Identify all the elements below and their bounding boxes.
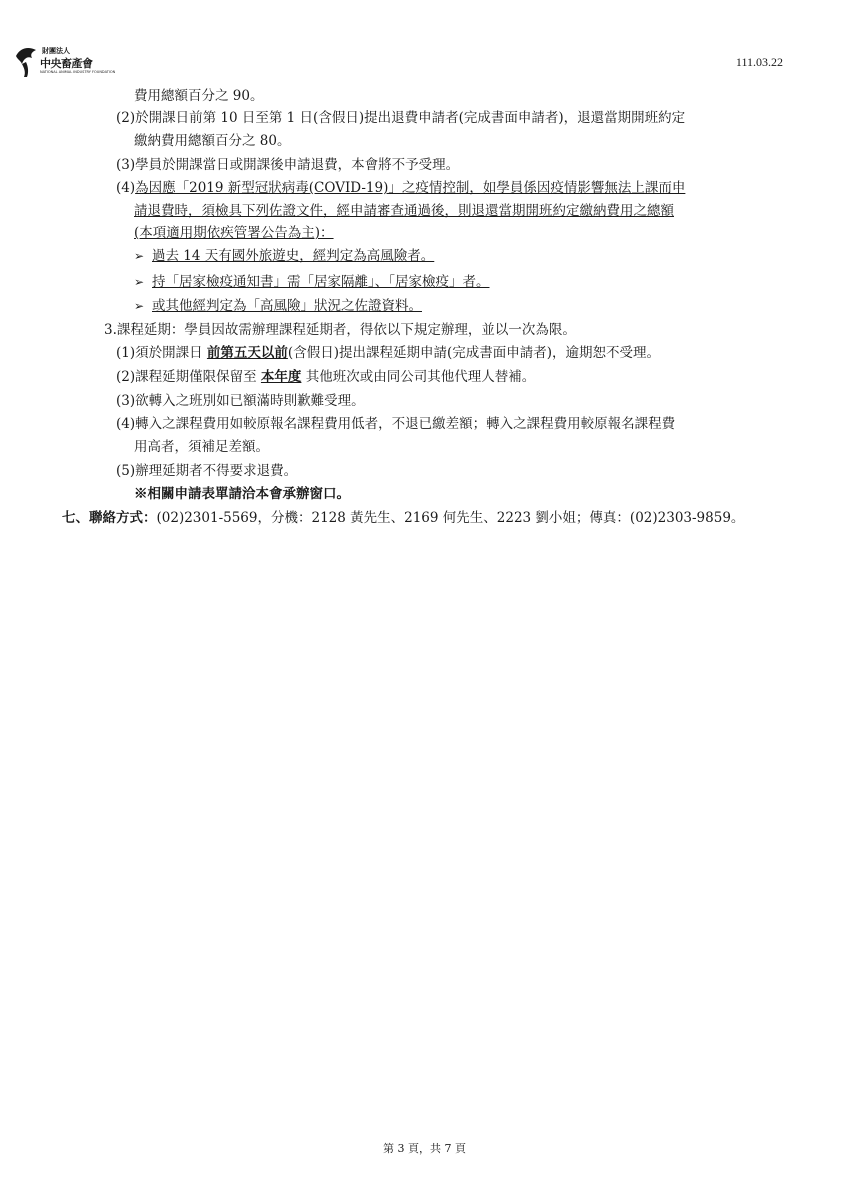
emphasis-text: 前第五天以前 [206,345,288,361]
text-line: (5)辦理延期者不得要求退費。 [116,463,298,479]
text-line: 用高者，須補足差額。 [134,439,269,455]
arrow-bullet-icon: ➢ [134,249,145,263]
clause-number: (4) [116,180,136,196]
logo-english-text: NATIONAL ANIMAL INDUSTRY FOUNDATION [40,70,116,74]
note-line: ※相關申請表單請洽本會承辦窗口。 [134,486,350,502]
text-segment: (1)須於開課日 [116,345,207,361]
text-line: 繳納費用總額百分之 80。 [134,133,291,149]
text-line: (3)學員於開課當日或開課後申請退費，本會將不予受理。 [116,157,460,173]
contact-details: (02)2301-5569，分機：2128 黃先生、2169 何先生、2223 劉小姐；傳真：(02)2303-9859。 [156,510,745,526]
bullet-item [134,272,490,292]
text-line [116,343,660,363]
section-heading: 3.課程延期：學員因故需辦理課程延期者，得依以下規定辦理，並以一次為限。 [104,322,576,338]
covid-clause [116,178,685,198]
logo-name-text: 中央畜產會 [40,57,93,70]
bullet-text: 或其他經判定為「高風險」狀況之佐證資料。 [152,298,422,314]
bullet-item [134,296,422,316]
bullet-text: 過去 14 天有國外旅遊史，經判定為高風險者。 [152,248,435,264]
bullet-item [134,246,434,266]
bullet-text: 持「居家檢疫通知書」需「居家隔離」、「居家檢疫」者。 [152,274,490,290]
page-number: 第 3 頁，共 7 頁 [383,1142,466,1155]
page-footer [0,1140,849,1156]
text-line-underlined: (本項適用期依疾管署公告為主)： [134,225,334,241]
text-line: (2)於開課日前第 10 日至第 1 日(含假日)提出退費申請者(完成書面申請者)，退還當期開班約定 [116,110,686,126]
document-date: 111.03.22 [735,55,783,69]
logo-org-text: 財團法人 [42,47,70,55]
text-line: (4)轉入之課程費用如較原報名課程費用低者，不退已繳差額；轉入之課程費用較原報名課程費 [116,416,676,432]
arrow-bullet-icon: ➢ [134,275,145,289]
text-line: 費用總額百分之 90。 [134,88,264,104]
contact-line [62,508,744,528]
text-segment: (2)課程延期僅限保留至 [116,369,261,385]
text-line-underlined: 為因應「2019 新型冠狀病毒(COVID-19)」之疫情控制，如學員係因疫情影響無法上課而申 [135,180,686,196]
ox-logo-icon [14,44,42,78]
text-line: (3)欲轉入之班別如已額滿時則歉難受理。 [116,393,365,409]
contact-heading: 七、聯絡方式： [62,510,157,526]
text-line-underlined: 請退費時，須檢具下列佐證文件，經申請審查通過後，則退還當期開班約定繳納費用之總額 [134,203,674,219]
org-logo [14,44,124,80]
text-segment: (含假日)提出課程延期申請(完成書面申請者)，逾期恕不受理。 [287,345,660,361]
text-line [116,367,535,387]
emphasis-text: 本年度 [260,369,302,385]
arrow-bullet-icon: ➢ [134,299,145,313]
text-segment: 其他班次或由同公司其他代理人替補。 [301,369,536,385]
